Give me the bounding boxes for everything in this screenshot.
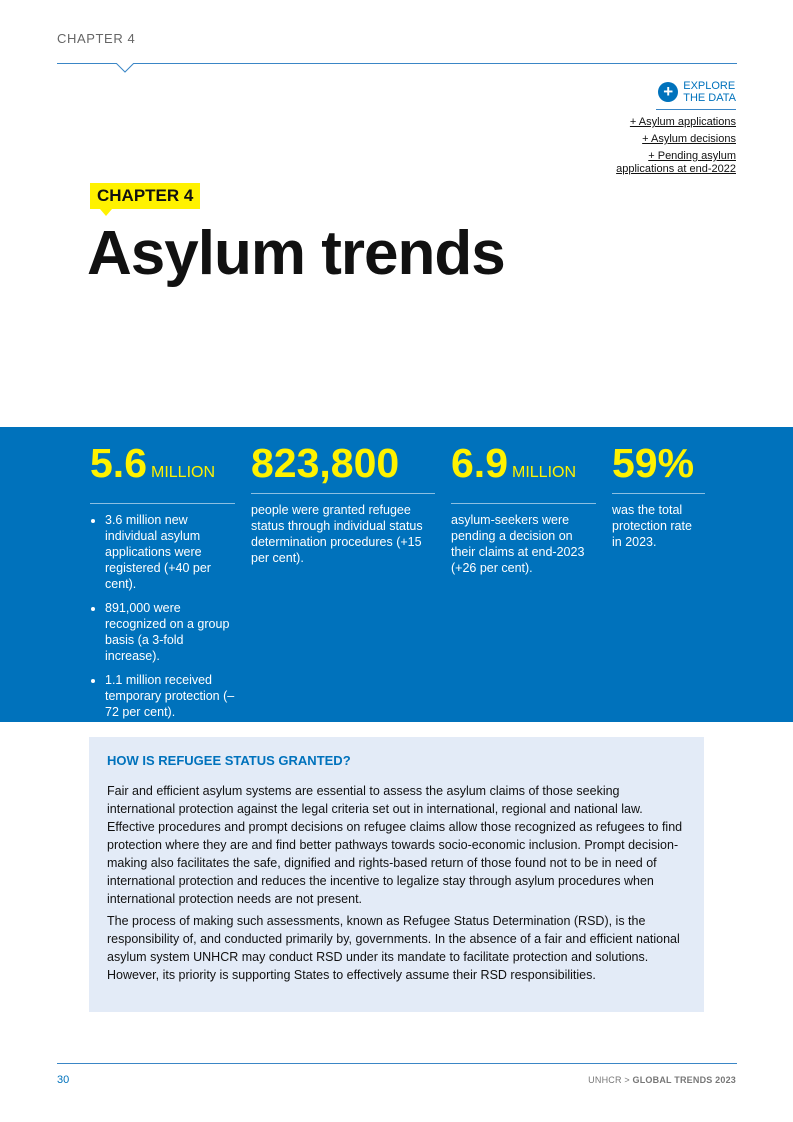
- info-box-paragraph: Fair and efficient asylum systems are essential to assess the asylum claims of those seeking international protection against the legal criteria set out in international, regional and national law. Effective procedures and prompt decisions on refugee claims allow those recognized as refugees to find protection where they are and find better pathways towards socio-economic inclusion. Prompt decision-making also facilitates the safe, dignified and rights-based return of those found not to be in need of international protection and reduces the incentive to legalize stay through asylum procedures when international protection needs are not present.: [107, 784, 683, 906]
- footer-rule: [57, 1063, 737, 1064]
- asylum-applications-link[interactable]: + Asylum applications: [629, 116, 736, 128]
- stat-divider: [90, 503, 235, 504]
- explore-links: [606, 116, 736, 176]
- pending-asylum-applications-link[interactable]: + Pending asylum applications at end-2022: [616, 150, 736, 175]
- stat-divider: [251, 493, 435, 494]
- stat-granted-refugee-status: [251, 441, 435, 566]
- stat-pending-decisions: [451, 441, 596, 576]
- stat-number: 823,800: [251, 440, 400, 486]
- stat-bullet: • 1.1 million received temporary protection (–72 per cent).: [105, 672, 235, 720]
- header-notch: [116, 63, 134, 73]
- footer-publication: UNHCR > GLOBAL TRENDS 2023: [588, 1075, 736, 1085]
- page-title: Asylum trends: [87, 219, 505, 288]
- info-box-title: HOW IS REFUGEE STATUS GRANTED?: [107, 753, 351, 768]
- page-number: 30: [57, 1074, 70, 1086]
- stat-bullet: • 3.6 million new individual asylum applications were registered (+40 per cent).: [105, 512, 235, 592]
- stat-bullet-list: [90, 512, 235, 720]
- stat-divider: [612, 493, 705, 494]
- explore-data-title: EXPLORE THE DATA: [683, 80, 736, 104]
- info-box: [89, 737, 704, 1012]
- key-figures-band: [0, 427, 793, 722]
- stat-description: was the total protection rate in 2023.: [612, 503, 692, 549]
- plus-circle-icon[interactable]: +: [658, 82, 678, 102]
- chapter-tag: CHAPTER 4: [90, 183, 200, 209]
- explore-data-header[interactable]: [656, 80, 736, 110]
- stat-bullet: • 891,000 were recognized on a group basis (a 3-fold increase).: [105, 600, 235, 664]
- running-head: CHAPTER 4: [57, 31, 136, 46]
- explore-data-panel: [606, 80, 736, 180]
- stat-description: people were granted refugee status through individual status determination procedures (+15 per cent).: [251, 503, 423, 565]
- stat-divider: [451, 503, 596, 504]
- stat-protection-rate: [612, 441, 705, 550]
- header-rule: [57, 63, 737, 64]
- asylum-decisions-link[interactable]: + Asylum decisions: [642, 133, 736, 145]
- stat-new-applications: [90, 441, 235, 728]
- stat-description: asylum-seekers were pending a decision on their claims at end-2023 (+26 per cent).: [451, 513, 585, 575]
- stat-unit: MILLION: [151, 464, 216, 481]
- stat-number: 5.6 MILLION: [90, 440, 216, 486]
- stat-number: 6.9 MILLION: [451, 440, 577, 486]
- stat-unit: MILLION: [512, 464, 577, 481]
- info-box-paragraph: The process of making such assessments, known as Refugee Status Determination (RSD), is the responsibility of, and conducted primarily by, governments. In the absence of a fair and efficient national asylum system UNHCR may conduct RSD under its mandate to facilitate protection and solutions. However, its priority is supporting States to effectively assume their RSD responsibilities.: [107, 914, 680, 982]
- stat-number: 59%: [612, 440, 695, 486]
